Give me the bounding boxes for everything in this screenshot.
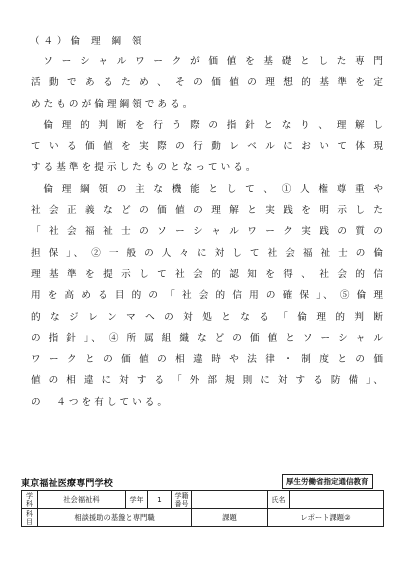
name-value bbox=[290, 491, 384, 509]
text-line: 理 基 準 を 提 示 し て 社 会 的 認 知 を 得 、 社 会 的 信 bbox=[31, 268, 383, 280]
text-line: 値 の 相 違 に 対 す る 「 外 部 規 則 に 対 す る 防 備 」、 bbox=[31, 375, 383, 387]
text-line: 「 社 会 福 祉 士 の ソ ー シ ャ ル ワ ー ク 実 践 の 質 の bbox=[31, 226, 383, 238]
school-name: 東京福祉医療専門学校 bbox=[21, 479, 114, 489]
text-line: す る 基 準 を 提 示 し た も の と な っ て い る 。 bbox=[31, 162, 256, 174]
text-line: の ４ つ を 有 し て い る 。 bbox=[31, 396, 168, 408]
assignment-label: 課題 bbox=[192, 509, 268, 527]
subject-label: 科目 bbox=[22, 509, 38, 527]
student-no-label: 学籍番号 bbox=[172, 491, 192, 509]
text-line: め た も の が 倫 理 綱 領 で あ る 。 bbox=[31, 98, 193, 110]
assignment-value: レポート課題② bbox=[268, 509, 384, 527]
text-line: 用 を 高 め る 目 的 の 「 社 会 的 信 用 の 確 保 」、 ⑤ 倫 理 bbox=[31, 290, 383, 302]
body-text bbox=[31, 51, 383, 413]
text-line: 担 保 」、 ② 一 般 の 人 々 に 対 し て 社 会 福 祉 士 の 倫 bbox=[31, 247, 383, 259]
text-line: 社 会 正 義 な ど の 価 値 の 理 解 と 実 践 を 明 示 し た bbox=[31, 205, 383, 217]
text-line: 倫 理 的 判 断 を 行 う 際 の 指 針 と な り 、 理 解 し bbox=[31, 119, 383, 131]
subject-value: 相談援助の基盤と専門職 bbox=[38, 509, 192, 527]
year-label: 学年 bbox=[126, 491, 148, 509]
dept-value: 社会福祉科 bbox=[38, 491, 126, 509]
text-line: て い る 価 値 を 実 際 の 行 動 レ ベ ル に お い て 体 現 bbox=[31, 141, 383, 153]
text-line: ワ ー ク と の 価 値 の 相 違 時 や 法 律 ・ 制 度 と の 価 bbox=[31, 354, 383, 366]
text-line: 活 動 で あ る た め 、 そ の 価 値 の 理 想 的 基 準 を 定 bbox=[31, 77, 383, 89]
section-heading: （４）倫 理 綱 領 bbox=[30, 36, 146, 47]
text-line: 倫 理 綱 領 の 主 な 機 能 と し て 、 ① 人 権 尊 重 や bbox=[31, 183, 383, 195]
text-line: の 指 針 」、 ④ 所 属 組 織 な ど の 価 値 と ソ ー シ ャ ル bbox=[31, 332, 383, 344]
name-label: 氏名 bbox=[268, 491, 290, 509]
dept-label: 学科 bbox=[22, 491, 38, 509]
text-line: ソ ー シ ャ ル ワ ー ク が 価 値 を 基 礎 と し た 専 門 bbox=[31, 56, 383, 67]
ministry-stamp: 厚生労働省指定通信教育 bbox=[282, 474, 373, 489]
text-line: 的 な ジ レ ン マ へ の 対 処 と な る 「 倫 理 的 判 断 bbox=[31, 311, 383, 323]
year-value: 1 bbox=[148, 491, 172, 509]
student-info-table bbox=[21, 490, 384, 527]
student-no-value bbox=[192, 491, 268, 509]
